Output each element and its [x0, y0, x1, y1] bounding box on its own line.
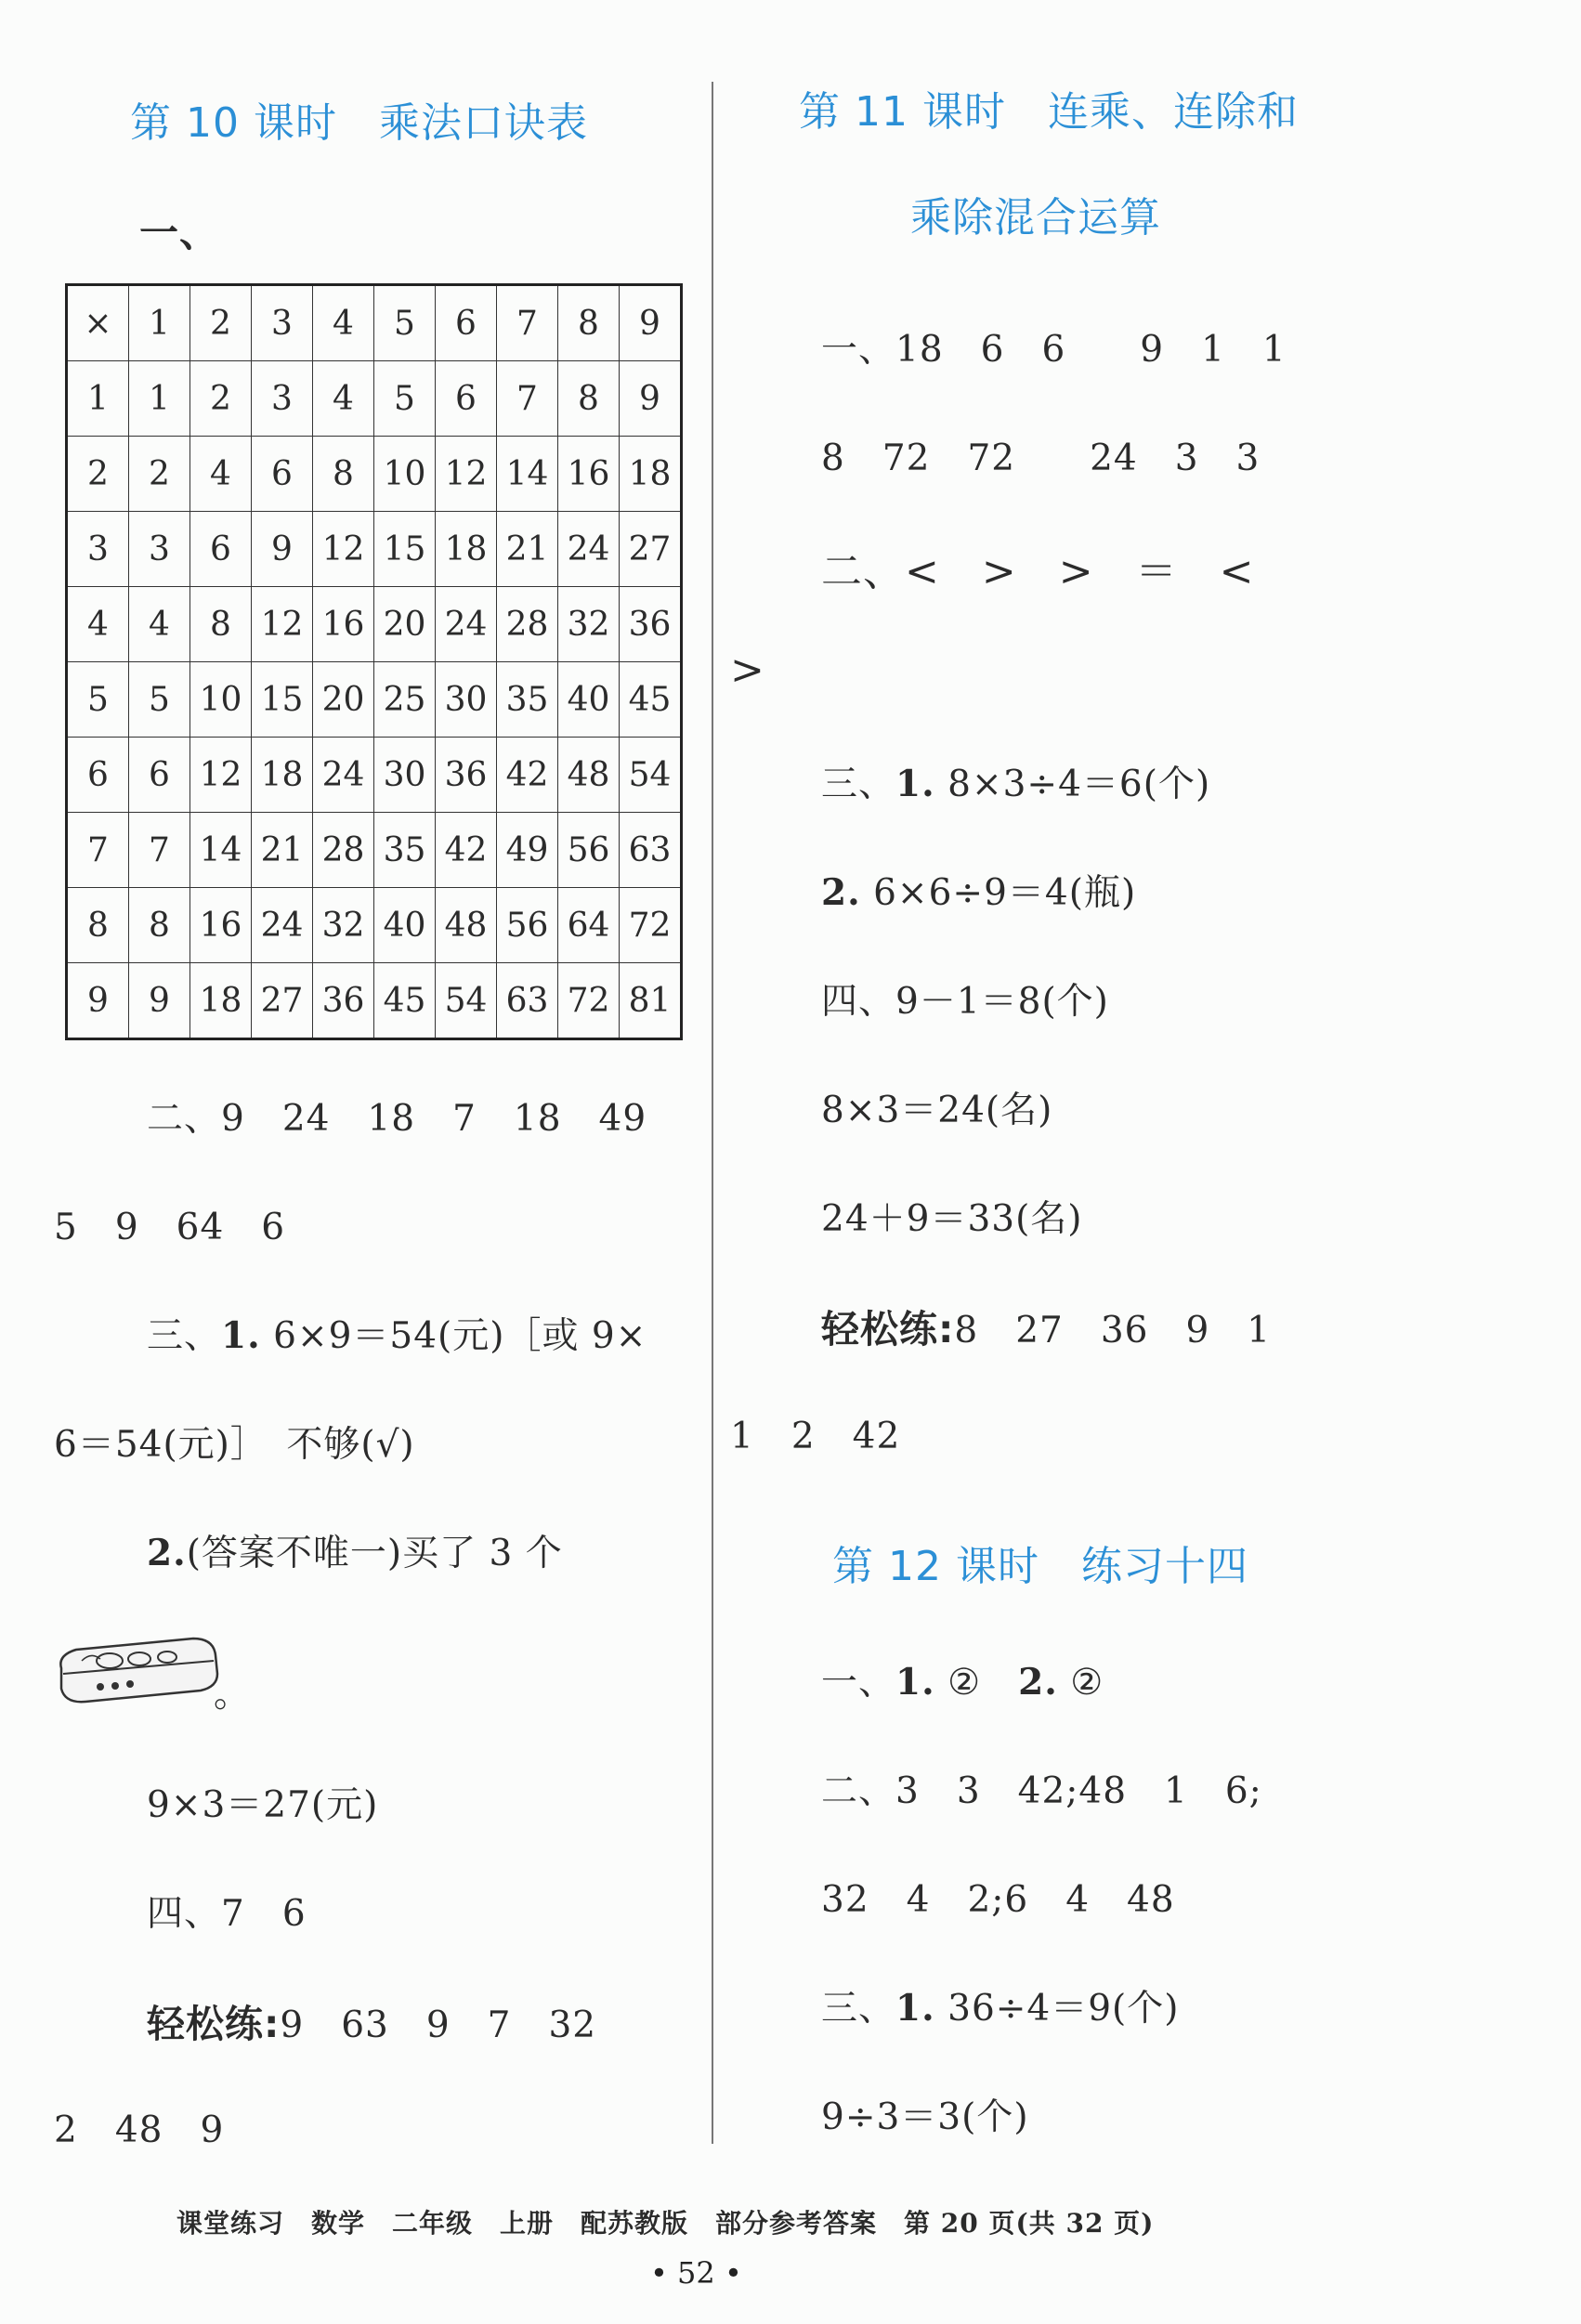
- table-cell: 2: [129, 437, 190, 512]
- table-cell: 56: [497, 888, 558, 963]
- left-three-2-calc: 9×3＝27(元): [147, 1784, 379, 1826]
- left-easy-line-b: 2 48 9: [54, 2109, 225, 2151]
- table-cell: 18: [620, 437, 682, 512]
- table-row: [67, 361, 682, 437]
- table-cell: 8: [129, 888, 190, 963]
- table-cell: 2: [67, 437, 129, 512]
- section-one-label: 一、: [139, 210, 220, 255]
- table-cell: 12: [190, 738, 252, 813]
- table-cell: 16: [558, 437, 620, 512]
- table-cell: 54: [620, 738, 682, 813]
- lesson-11-title-a: 第 11 课时 连乘、连除和: [799, 88, 1299, 136]
- l12-two-line-b: 32 4 2;6 4 48: [821, 1879, 1175, 1921]
- right-easy-values: 8 27 36 9 1: [954, 1310, 1272, 1351]
- table-cell: 36: [313, 963, 374, 1039]
- table-cell: 25: [374, 662, 436, 738]
- table-cell: 8: [313, 437, 374, 512]
- left-three-2-text: (答案不唯一)买了 3 个: [186, 1533, 563, 1574]
- table-cell: 15: [374, 512, 436, 587]
- right-one-line-b: 8 72 72 24 3 3: [821, 437, 1261, 479]
- table-cell: 6: [129, 738, 190, 813]
- right-three-2-text: 6×6÷9＝4(瓶): [860, 872, 1137, 914]
- page-number: • 52 •: [650, 2255, 742, 2291]
- right-three-prefix: 三、: [821, 764, 896, 805]
- table-cell: 10: [190, 662, 252, 738]
- right-four-line-a: 四、9－1＝8(个): [821, 981, 1109, 1023]
- table-cell: 48: [558, 738, 620, 813]
- table-cell: 45: [374, 963, 436, 1039]
- table-cell: 3: [129, 512, 190, 587]
- table-row: [67, 888, 682, 963]
- table-cell: 3: [252, 285, 313, 361]
- table-row: [67, 437, 682, 512]
- table-cell: 14: [497, 437, 558, 512]
- l12-one-2-number: 2.: [1018, 1661, 1058, 1704]
- right-four-line-b: 8×3＝24(名): [821, 1090, 1053, 1131]
- table-cell: 8: [558, 361, 620, 437]
- table-cell: 54: [436, 963, 497, 1039]
- right-four-line-c: 24＋9＝33(名): [821, 1198, 1083, 1240]
- table-cell: 28: [497, 587, 558, 662]
- table-cell: 24: [313, 738, 374, 813]
- table-cell: 6: [436, 361, 497, 437]
- l12-three-prefix: 三、: [821, 1988, 896, 2030]
- table-cell: 48: [436, 888, 497, 963]
- left-three-1-number: 1.: [221, 1314, 261, 1357]
- right-easy-line-b: 1 2 42: [730, 1416, 901, 1457]
- table-cell: 30: [436, 662, 497, 738]
- pencil-case-icon: [54, 1633, 221, 1705]
- table-cell: 63: [620, 813, 682, 888]
- table-cell: 6: [252, 437, 313, 512]
- table-cell: 9: [252, 512, 313, 587]
- left-easy-values: 9 63 9 7 32: [280, 2004, 597, 2046]
- right-easy-label: 轻松练:: [821, 1307, 955, 1351]
- table-cell: 72: [620, 888, 682, 963]
- left-four: 四、7 6: [147, 1893, 307, 1935]
- right-three-1-number: 1.: [895, 763, 935, 805]
- table-cell: 14: [190, 813, 252, 888]
- right-easy-line-a: [821, 1299, 1271, 1353]
- table-cell: 18: [190, 963, 252, 1039]
- table-cell: 9: [620, 285, 682, 361]
- table-cell: 12: [313, 512, 374, 587]
- table-cell: 42: [497, 738, 558, 813]
- table-cell: 18: [252, 738, 313, 813]
- table-cell: 7: [497, 285, 558, 361]
- right-one-line-a: 一、18 6 6 9 1 1: [821, 329, 1287, 371]
- table-cell: 18: [436, 512, 497, 587]
- table-cell: 40: [374, 888, 436, 963]
- right-two-line-a: 二、< > > ＝ <: [821, 548, 1255, 595]
- table-row: [67, 813, 682, 888]
- left-two-line-b: 5 9 64 6: [54, 1207, 286, 1248]
- l12-two-line-a: 二、3 3 42;48 1 6;: [821, 1770, 1262, 1812]
- table-cell: 10: [374, 437, 436, 512]
- right-three-2: [821, 864, 1136, 916]
- table-cell: ×: [67, 285, 129, 361]
- table-cell: 72: [558, 963, 620, 1039]
- table-row: [67, 738, 682, 813]
- left-three-1-text: 6×9＝54(元)［或 9×: [260, 1315, 647, 1357]
- table-cell: 35: [497, 662, 558, 738]
- table-cell: 3: [67, 512, 129, 587]
- table-cell: 1: [129, 361, 190, 437]
- footer-info: 课堂练习 数学 二年级 上册 配苏教版 部分参考答案 第 20 页(共 32 页): [176, 2208, 1155, 2239]
- table-cell: 5: [67, 662, 129, 738]
- table-cell: 4: [190, 437, 252, 512]
- table-cell: 24: [558, 512, 620, 587]
- table-cell: 36: [620, 587, 682, 662]
- table-row: [67, 963, 682, 1039]
- table-cell: 9: [129, 963, 190, 1039]
- table-cell: 7: [129, 813, 190, 888]
- table-cell: 6: [67, 738, 129, 813]
- right-three-1-text: 8×3÷4＝6(个): [934, 764, 1211, 805]
- left-three-2: [147, 1524, 563, 1576]
- table-cell: 7: [67, 813, 129, 888]
- table-cell: 27: [252, 963, 313, 1039]
- table-cell: 9: [620, 361, 682, 437]
- table-cell: 81: [620, 963, 682, 1039]
- table-cell: 64: [558, 888, 620, 963]
- table-cell: 1: [129, 285, 190, 361]
- table-cell: 45: [620, 662, 682, 738]
- table-cell: 56: [558, 813, 620, 888]
- l12-one-2-answer: ②: [1057, 1662, 1104, 1704]
- multiplication-table: [65, 283, 683, 1040]
- table-cell: 28: [313, 813, 374, 888]
- left-easy-line-a: [147, 1993, 596, 2048]
- right-three-2-number: 2.: [821, 871, 861, 914]
- table-cell: 5: [374, 285, 436, 361]
- table-cell: 63: [497, 963, 558, 1039]
- table-cell: 24: [436, 587, 497, 662]
- table-cell: 1: [67, 361, 129, 437]
- left-three-2-number: 2.: [147, 1532, 187, 1574]
- left-three-1: [147, 1307, 647, 1359]
- table-cell: 4: [129, 587, 190, 662]
- table-cell: 8: [558, 285, 620, 361]
- lesson-12-title: 第 12 课时 练习十四: [832, 1543, 1248, 1590]
- table-cell: 2: [190, 285, 252, 361]
- table-cell: 49: [497, 813, 558, 888]
- table-cell: 9: [67, 963, 129, 1039]
- column-divider: [712, 82, 713, 2144]
- left-two-line-a: 二、9 24 18 7 18 49: [147, 1098, 647, 1140]
- table-cell: 32: [313, 888, 374, 963]
- l12-one-1-answer: ②: [934, 1662, 1019, 1704]
- left-easy-label: 轻松练:: [147, 2002, 281, 2046]
- table-cell: 35: [374, 813, 436, 888]
- table-row: [67, 285, 682, 361]
- table-cell: 21: [252, 813, 313, 888]
- l12-three-1: [821, 1979, 1180, 2031]
- table-cell: 27: [620, 512, 682, 587]
- table-cell: 42: [436, 813, 497, 888]
- table-cell: 15: [252, 662, 313, 738]
- table-cell: 6: [436, 285, 497, 361]
- table-cell: 4: [313, 285, 374, 361]
- l12-one: [821, 1653, 1104, 1705]
- table-cell: 40: [558, 662, 620, 738]
- table-cell: 20: [374, 587, 436, 662]
- table-cell: 32: [558, 587, 620, 662]
- table-row: [67, 662, 682, 738]
- l12-three-1-text: 36÷4＝9(个): [934, 1988, 1180, 2030]
- l12-three-1-number: 1.: [895, 1987, 935, 2030]
- table-cell: 5: [374, 361, 436, 437]
- table-cell: 20: [313, 662, 374, 738]
- table-cell: 24: [252, 888, 313, 963]
- table-cell: 8: [190, 587, 252, 662]
- table-cell: 3: [252, 361, 313, 437]
- table-cell: 16: [313, 587, 374, 662]
- table-cell: 4: [67, 587, 129, 662]
- l12-one-prefix: 一、: [821, 1662, 896, 1704]
- table-cell: 2: [190, 361, 252, 437]
- table-cell: 30: [374, 738, 436, 813]
- right-three-1: [821, 755, 1210, 807]
- table-cell: 16: [190, 888, 252, 963]
- table-row: [67, 512, 682, 587]
- table-cell: 36: [436, 738, 497, 813]
- l12-one-1-number: 1.: [895, 1661, 935, 1704]
- right-two-line-b: >: [730, 646, 765, 694]
- table-row: [67, 587, 682, 662]
- left-three-2-end: 。: [214, 1674, 252, 1716]
- left-three-1-cont: 6＝54(元)］ 不够(√): [54, 1424, 415, 1466]
- table-cell: 5: [129, 662, 190, 738]
- table-cell: 12: [436, 437, 497, 512]
- table-cell: 7: [497, 361, 558, 437]
- l12-three-2: 9÷3＝3(个): [821, 2096, 1029, 2138]
- table-cell: 8: [67, 888, 129, 963]
- lesson-11-title-b: 乘除混合运算: [910, 194, 1161, 242]
- table-cell: 21: [497, 512, 558, 587]
- table-cell: 4: [313, 361, 374, 437]
- lesson-10-title: 第 10 课时 乘法口诀表: [130, 99, 588, 147]
- table-cell: 6: [190, 512, 252, 587]
- left-three-prefix: 三、: [147, 1315, 222, 1357]
- table-cell: 12: [252, 587, 313, 662]
